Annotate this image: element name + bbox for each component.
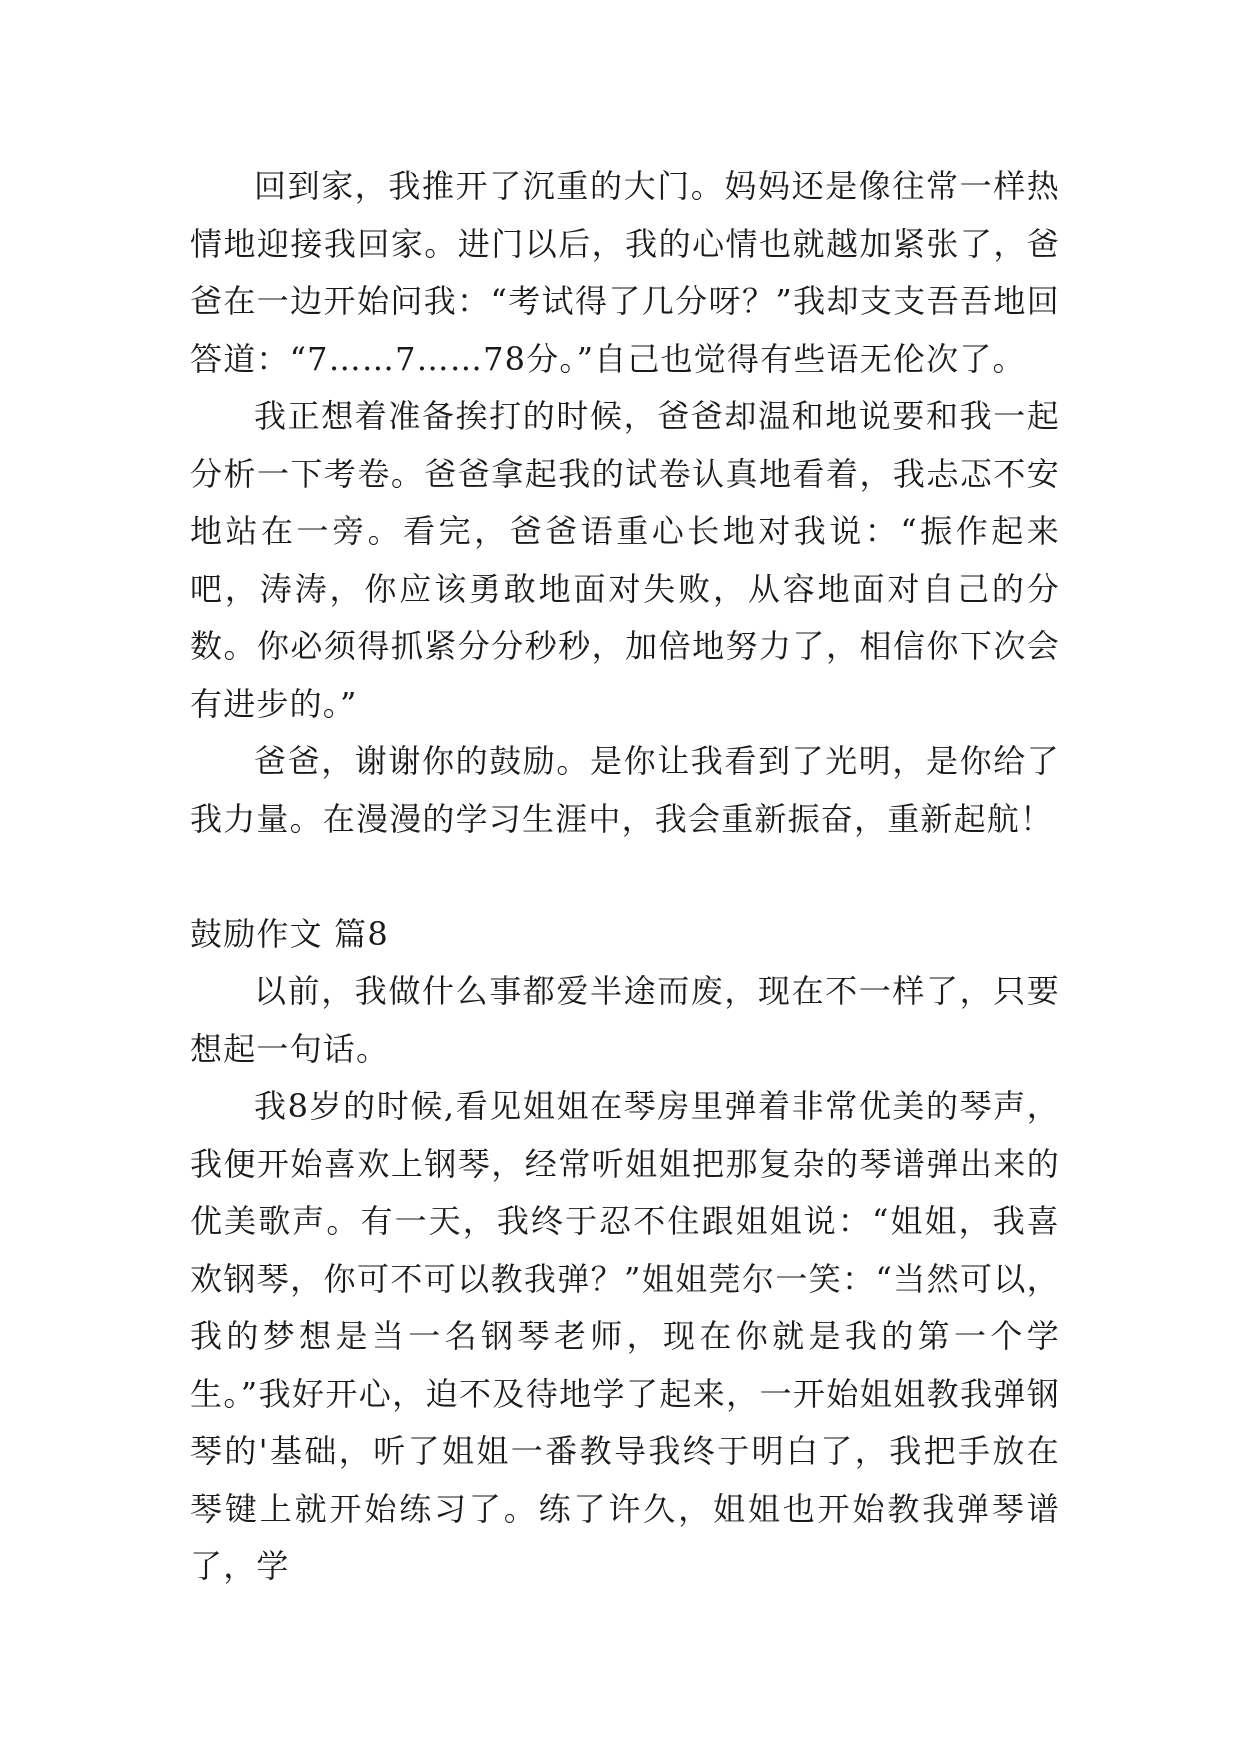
paragraph: 我正想着准备挨打的时候，爸爸却温和地说要和我一起分析一下考卷。爸爸拿起我的试卷认真地看着，我忐忑不安地站在一旁。看完，爸爸语重心长地对我说：“振作起来吧，涛涛，你应该勇敢地面对失败，从容地面对自己的分数。你必须得抓紧分分秒秒，加倍地努力了，相信你下次会有进步的。” (190, 397, 1060, 723)
paragraph: 爸爸，谢谢你的鼓励。是你让我看到了光明，是你给了我力量。在漫漫的学习生涯中，我会重新振奋，重新起航！ (190, 742, 1060, 838)
section-heading: 鼓励作文 篇8 (190, 914, 389, 953)
paragraph: 我8岁的时候,看见姐姐在琴房里弹着非常优美的琴声，我便开始喜欢上钢琴，经常听姐姐把那复杂的琴谱弹出来的优美歌声。有一天，我终于忍不住跟姐姐说：“姐姐，我喜欢钢琴，你可不可以教我弹？”姐姐莞尔一笑：“当然可以，我的梦想是当一名钢琴老师，现在你就是我的第一个学生。”我好开心，迫不及待地学了起来，一开始姐姐教我弹钢琴的'基础，听了姐姐一番教导我终于明白了，我把手放在琴键上就开始练习了。练了许久，姐姐也开始教我弹琴谱了，学 (190, 1087, 1060, 1585)
paragraph: 以前，我做什么事都爱半途而废，现在不一样了，只要想起一句话。 (190, 972, 1060, 1068)
paragraph: 回到家，我推开了沉重的大门。妈妈还是像往常一样热情地迎接我回家。进门以后，我的心情也就越加紧张了，爸爸在一边开始问我：“考试得了几分呀？”我却支支吾吾地回答道：“7……7……78分。”自己也觉得有些语无伦次了。 (190, 167, 1060, 378)
document-body (190, 158, 1060, 1596)
